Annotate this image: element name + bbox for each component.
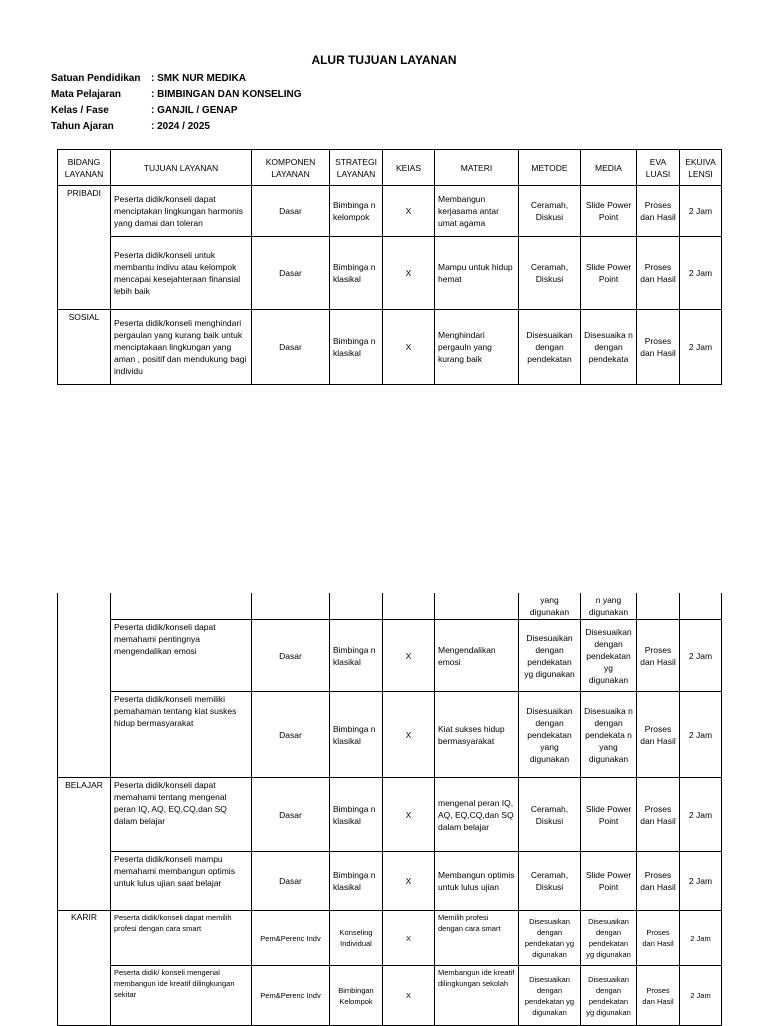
cell-strategi bbox=[330, 593, 383, 620]
meta-value: : BIMBINGAN DAN KONSELING bbox=[151, 89, 302, 100]
cell-media: Disesuaikan dengan pendekatan yg digunakan bbox=[581, 966, 637, 1026]
cell-komponen: Dasar bbox=[252, 237, 330, 310]
cell-kelas: X bbox=[383, 911, 435, 966]
plan-table-top bbox=[57, 149, 722, 385]
meta-label: Tahun Ajaran bbox=[51, 121, 114, 132]
cell-materi: Membangun optimis untuk lulus ujian bbox=[435, 852, 519, 911]
cell-bidang bbox=[58, 852, 111, 911]
cell-evaluasi: Proses dan Hasil bbox=[637, 778, 680, 852]
cell-komponen: Dasar bbox=[252, 692, 330, 778]
cell-tujuan: Peserta didik/konseli mampu memahami membangun optimis untuk lulus ujian saat belajar bbox=[111, 852, 252, 911]
table-row-continuation bbox=[58, 593, 722, 620]
cell-bidang: BELAJAR bbox=[58, 778, 111, 852]
cell-tujuan: Peserta didik/konseli dapat menciptakan lingkungan harmonis yang damai dan toleran bbox=[111, 186, 252, 237]
cell-tujuan: Peserta didik/ konseli mengenal membangun ide kreatif dilingkungan sekitar bbox=[111, 966, 252, 1026]
cell-kelas: X bbox=[383, 310, 435, 385]
cell-ekuivalensi: 2 Jam bbox=[680, 186, 722, 237]
cell-metode: Disesuaikan dengan pendekatan yg digunakan bbox=[519, 966, 581, 1026]
cell-materi: mengenal peran IQ, AQ, EQ,CQ,dan SQ dalam belajar bbox=[435, 778, 519, 852]
cell-evaluasi: Proses dan Hasil bbox=[637, 911, 680, 966]
cell-strategi: Bimbinga n kelompok bbox=[330, 186, 383, 237]
cell-media: Disesuaikan dengan pendekatan yg digunakan bbox=[581, 911, 637, 966]
cell-komponen: Pem&Perenc Indv bbox=[252, 966, 330, 1026]
table-row bbox=[58, 237, 722, 310]
header-strategi: STRATEGI LAYANAN bbox=[330, 150, 383, 186]
header-bidang: BIDANG LAYANAN bbox=[58, 150, 111, 186]
cell-kelas: X bbox=[383, 966, 435, 1026]
table-row bbox=[58, 692, 722, 778]
cell-kelas: X bbox=[383, 778, 435, 852]
header-komponen: KOMPONEN LAYANAN bbox=[252, 150, 330, 186]
meta-row-mapel bbox=[51, 87, 302, 103]
cell-metode: Disesuaikan dengan pendekatan bbox=[519, 310, 581, 385]
meta-row-satuan bbox=[51, 71, 302, 87]
cell-evaluasi: Proses dan Hasil bbox=[637, 620, 680, 692]
cell-komponen: Dasar bbox=[252, 852, 330, 911]
cell-ekuivalensi: 2 Jam bbox=[680, 620, 722, 692]
cell-kelas: X bbox=[383, 620, 435, 692]
cell-media: Slide Power Point bbox=[581, 186, 637, 237]
cell-tujuan: Peserta didik/konseli dapat memilih profesi dengan cara smart bbox=[111, 911, 252, 966]
cell-ekuivalensi: 2 Jam bbox=[680, 692, 722, 778]
cell-komponen: Dasar bbox=[252, 778, 330, 852]
header-kelas: KEIAS bbox=[383, 150, 435, 186]
cell-bidang bbox=[58, 593, 111, 620]
plan-table-continued bbox=[57, 593, 722, 1026]
cell-kelas: X bbox=[383, 237, 435, 310]
cell-metode: Disesuaikan dengan pendekatan yg digunakan bbox=[519, 911, 581, 966]
cell-tujuan: Peserta didik/konseli untuk membantu indivu atau kelompok mencapai kesejahteraan finansial lebih baik bbox=[111, 237, 252, 310]
cell-metode: Ceramah, Diskusi bbox=[519, 237, 581, 310]
cell-ekuivalensi: 2 Jam bbox=[680, 237, 722, 310]
cell-ekuivalensi: 2 Jam bbox=[680, 778, 722, 852]
table-row bbox=[58, 911, 722, 966]
cell-kelas: X bbox=[383, 852, 435, 911]
cell-metode: Ceramah, Diskusi bbox=[519, 852, 581, 911]
cell-media: Slide Power Point bbox=[581, 852, 637, 911]
cell-tujuan: Peserta didik/konseli dapat memahami pentingnya mengendalikan emosi bbox=[111, 620, 252, 692]
cell-evaluasi: Proses dan Hasil bbox=[637, 237, 680, 310]
table-header-row bbox=[58, 150, 722, 186]
cell-evaluasi: Proses dan Hasil bbox=[637, 692, 680, 778]
cell-media: n yang digunakan bbox=[581, 593, 637, 620]
cell-materi bbox=[435, 593, 519, 620]
table-row bbox=[58, 778, 722, 852]
cell-kelas: X bbox=[383, 692, 435, 778]
header-media: MEDIA bbox=[581, 150, 637, 186]
meta-label: Kelas / Fase bbox=[51, 105, 109, 116]
header-metode: METODE bbox=[519, 150, 581, 186]
cell-tujuan bbox=[111, 593, 252, 620]
cell-media: Disesuaika n dengan pendekata n yang digunakan bbox=[581, 692, 637, 778]
cell-media: Disesuaikan dengan pendekatan yg digunakan bbox=[581, 620, 637, 692]
cell-komponen bbox=[252, 593, 330, 620]
cell-materi: Mampu untuk hidup hemat bbox=[435, 237, 519, 310]
cell-materi: Membangun ide kreatif dilingkungan sekolah bbox=[435, 966, 519, 1026]
cell-bidang: SOSIAL bbox=[58, 310, 111, 385]
cell-evaluasi: Proses dan Hasil bbox=[637, 852, 680, 911]
cell-komponen: Dasar bbox=[252, 186, 330, 237]
cell-tujuan: Peserta didik/konseli dapat memahami tentang mengenal peran IQ, AQ, EQ,CQ,dan SQ dalam belajar bbox=[111, 778, 252, 852]
cell-materi: Membangun kerjasama antar umat agama bbox=[435, 186, 519, 237]
cell-evaluasi: Proses dan Hasil bbox=[637, 186, 680, 237]
cell-strategi: Konseling Individual bbox=[330, 911, 383, 966]
cell-ekuivalensi: 2 Jam bbox=[680, 852, 722, 911]
cell-tujuan: Peserta didik/konseli memiliki pemahaman tentang kiat suskes hidup bermasyarakat bbox=[111, 692, 252, 778]
cell-bidang: KARIR bbox=[58, 911, 111, 966]
cell-strategi: Bimbinga n klasikal bbox=[330, 778, 383, 852]
cell-materi: Memilih profesi dengan cara smart bbox=[435, 911, 519, 966]
cell-komponen: Dasar bbox=[252, 310, 330, 385]
meta-row-tahun bbox=[51, 119, 302, 135]
cell-materi: Kiat sukses hidup bermasyarakat bbox=[435, 692, 519, 778]
cell-bidang bbox=[58, 966, 111, 1026]
cell-strategi: Bimbinga n klasikal bbox=[330, 237, 383, 310]
cell-bidang: PRIBADI bbox=[58, 186, 111, 237]
header-materi: MATERI bbox=[435, 150, 519, 186]
cell-tujuan: Peserta didik/konseli menghindari pergaulan yang kurang baik untuk menciptakaan lingkungan yang aman , positif dan mendukung bagi individu bbox=[111, 310, 252, 385]
table-row bbox=[58, 186, 722, 237]
cell-bidang bbox=[58, 237, 111, 310]
cell-evaluasi: Proses dan Hasil bbox=[637, 310, 680, 385]
cell-strategi: Bimbinga n klasikal bbox=[330, 310, 383, 385]
cell-strategi: Bimbinga n klasikal bbox=[330, 620, 383, 692]
cell-media: Slide Power Point bbox=[581, 237, 637, 310]
cell-komponen: Pem&Perenc Indv bbox=[252, 911, 330, 966]
cell-strategi: Bimbinga n klasikal bbox=[330, 692, 383, 778]
cell-bidang bbox=[58, 692, 111, 778]
cell-kelas: X bbox=[383, 186, 435, 237]
table-row bbox=[58, 966, 722, 1026]
cell-ekuivalensi: 2 Jam bbox=[680, 310, 722, 385]
cell-metode: Ceramah, Diskusi bbox=[519, 186, 581, 237]
table-row bbox=[58, 620, 722, 692]
cell-strategi: Bimbingan Kelompok bbox=[330, 966, 383, 1026]
table-row bbox=[58, 852, 722, 911]
cell-metode: Ceramah, Diskusi bbox=[519, 778, 581, 852]
cell-media: Disesuaika n dengan pendekata bbox=[581, 310, 637, 385]
cell-evaluasi: Proses dan Hasil bbox=[637, 966, 680, 1026]
cell-materi: Menghindari pergauln yang kurang baik bbox=[435, 310, 519, 385]
cell-evaluasi bbox=[637, 593, 680, 620]
cell-kelas bbox=[383, 593, 435, 620]
header-tujuan: TUJUAN LAYANAN bbox=[111, 150, 252, 186]
meta-row-kelas bbox=[51, 103, 302, 119]
document-title: ALUR TUJUAN LAYANAN bbox=[311, 53, 457, 67]
header-ekuivalensi: EKUIVA LENSI bbox=[680, 150, 722, 186]
meta-label: Mata Pelajaran bbox=[51, 89, 122, 100]
document-meta bbox=[51, 71, 302, 135]
cell-strategi: Bimbinga n klasikal bbox=[330, 852, 383, 911]
cell-metode: yang digunakan bbox=[519, 593, 581, 620]
meta-value: : GANJIL / GENAP bbox=[151, 105, 238, 116]
cell-metode: Disesuaikan dengan pendekatan yg digunakan bbox=[519, 620, 581, 692]
table-row bbox=[58, 310, 722, 385]
cell-komponen: Dasar bbox=[252, 620, 330, 692]
meta-label: Satuan Pendidikan bbox=[51, 73, 141, 84]
cell-bidang bbox=[58, 620, 111, 692]
cell-materi: Mengendalikan emosi bbox=[435, 620, 519, 692]
cell-media: Slide Power Point bbox=[581, 778, 637, 852]
meta-value: : 2024 / 2025 bbox=[151, 121, 210, 132]
header-evaluasi: EVA LUASI bbox=[637, 150, 680, 186]
cell-ekuivalensi: 2 Jam bbox=[680, 911, 722, 966]
cell-metode: Disesuaikan dengan pendekatan yang digunakan bbox=[519, 692, 581, 778]
cell-ekuivalensi: 2 Jam bbox=[680, 966, 722, 1026]
meta-value: : SMK NUR MEDIKA bbox=[151, 73, 246, 84]
cell-ekuivalensi bbox=[680, 593, 722, 620]
